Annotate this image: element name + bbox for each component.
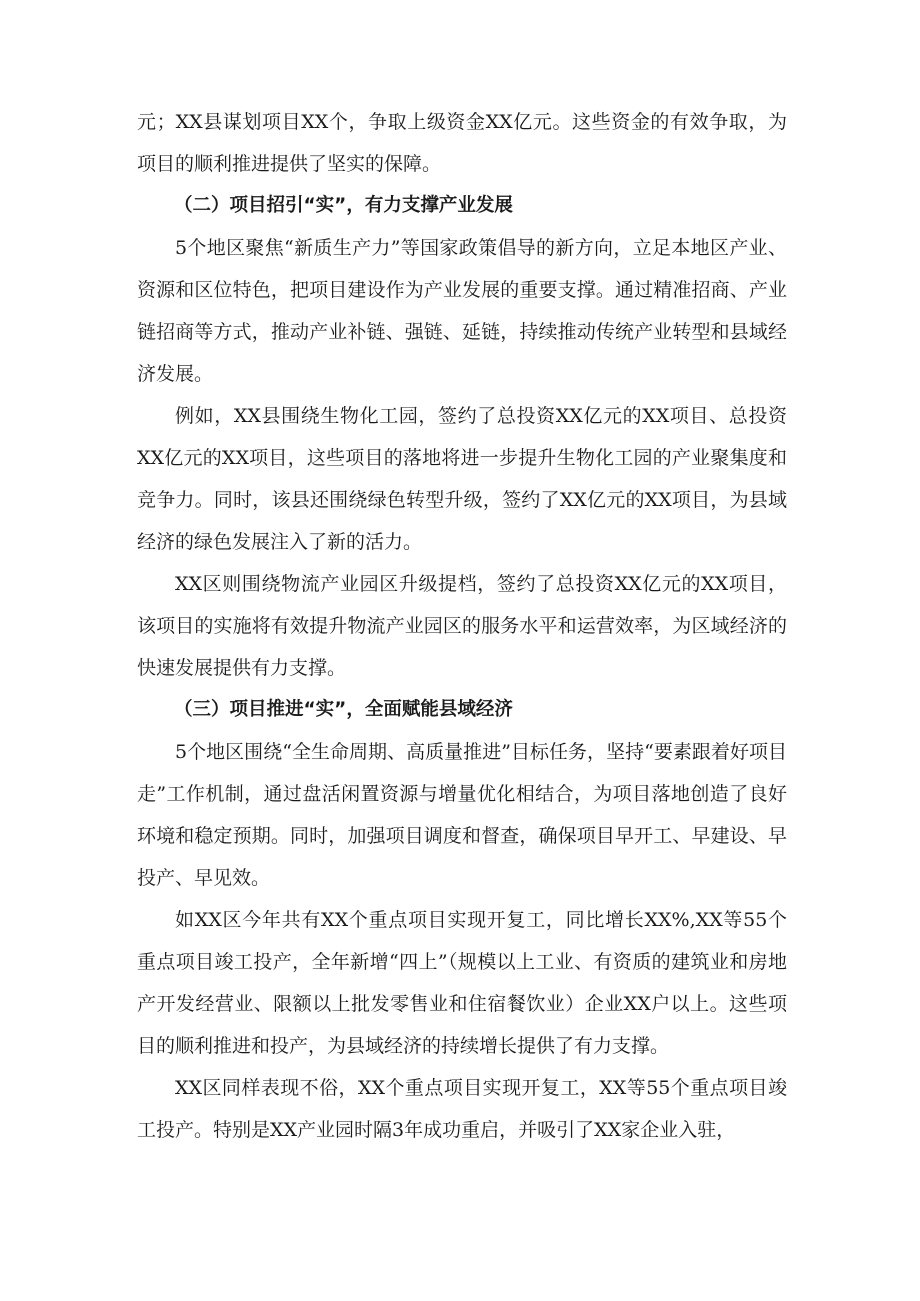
paragraph: 5个地区聚焦“新质生产力”等国家政策倡导的新方向，立足本地区产业、资源和区位特色，把项目建设作为产业发展的重要支撑。通过精准招商、产业链招商等方式，推动产业补链、强链、延链，持续推动传统产业转型和县域经济发展。 xyxy=(137,237,787,385)
paragraph: 5个地区围绕“全生命周期、高质量推进”目标任务，坚持“要素跟着好项目走”工作机制，通过盘活闲置资源与增量优化相结合，为项目落地创造了良好环境和稳定预期。同时，加强项目调度和督查，确保项目早开工、早建设、早投产、早见效。 xyxy=(137,741,787,889)
paragraph: XX区同样表现不俗，XX个重点项目实现开复工，XX等55个重点项目竣工投产。特别是XX产业园时隔3年成功重启，并吸引了XX家企业入驻， xyxy=(137,1077,787,1141)
section-heading-2: （二）项目招引“实”，有力支撑产业发展 xyxy=(174,195,513,216)
paragraph: 例如，XX县围绕生物化工园，签约了总投资XX亿元的XX项目、总投资XX亿元的XX项目，这些项目的落地将进一步提升生物化工园的产业聚集度和竞争力。同时，该县还围绕绿色转型升级，签约了XX亿元的XX项目，为县域经济的绿色发展注入了新的活力。 xyxy=(137,405,787,553)
document-body xyxy=(137,101,787,1151)
section-heading-3: （三）项目推进“实”，全面赋能县域经济 xyxy=(174,699,513,720)
paragraph: XX区则围绕物流产业园区升级提档，签约了总投资XX亿元的XX项目，该项目的实施将有效提升物流产业园区的服务水平和运营效率，为区域经济的快速发展提供有力支撑。 xyxy=(137,573,787,679)
paragraph-continuation: 元；XX县谋划项目XX个，争取上级资金XX亿元。这些资金的有效争取，为项目的顺利推进提供了坚实的保障。 xyxy=(137,111,787,175)
paragraph: 如XX区今年共有XX个重点项目实现开复工，同比增长XX%,XX等55个重点项目竣工投产，全年新增“四上”（规模以上工业、有资质的建筑业和房地产开发经营业、限额以上批发零售业和住宿餐饮业）企业XX户以上。这些项目的顺利推进和投产，为县域经济的持续增长提供了有力支撑。 xyxy=(137,909,787,1057)
